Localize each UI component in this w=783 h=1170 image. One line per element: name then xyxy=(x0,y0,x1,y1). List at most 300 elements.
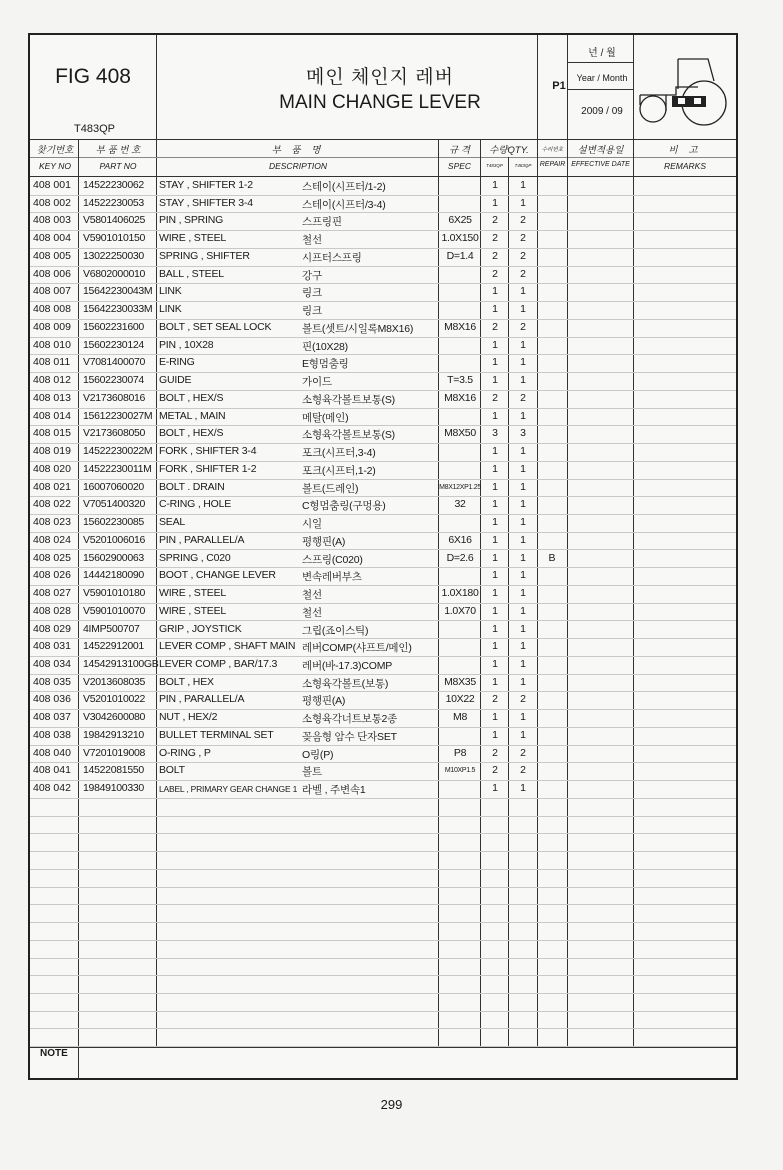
cell-q2: 2 xyxy=(520,746,526,759)
year-month-label: Year / Month xyxy=(576,73,628,83)
table-row xyxy=(30,461,736,480)
cell-ko: 볼트(셋트/시일록M8X16) xyxy=(302,322,414,335)
cell-spec: 6X25 xyxy=(448,214,472,227)
table-row xyxy=(30,940,736,959)
cell-key: 408 024 xyxy=(33,533,71,546)
cell-q1: 1 xyxy=(492,480,498,493)
tractor-icon xyxy=(638,49,730,129)
cell-q1: 1 xyxy=(492,498,498,511)
table-row xyxy=(30,550,736,569)
col-key-ko: 찾기번호 xyxy=(36,145,74,156)
cell-q1: 1 xyxy=(492,303,498,316)
cell-desc: BOLT . DRAIN xyxy=(159,480,225,493)
cell-key: 408 013 xyxy=(33,391,71,404)
cell-key: 408 009 xyxy=(33,320,71,333)
cell-q2: 1 xyxy=(520,533,526,546)
cell-part: 15602230124 xyxy=(83,338,144,351)
cell-key: 408 026 xyxy=(33,569,71,582)
cell-desc: BOOT , CHANGE LEVER xyxy=(159,569,276,582)
table-row xyxy=(30,709,736,728)
cell-q2: 1 xyxy=(520,622,526,635)
cell-ko: 링크 xyxy=(302,305,322,318)
cell-spec: M8X35 xyxy=(444,675,476,688)
cell-spec: D=1.4 xyxy=(446,249,474,262)
cell-part: 19849100330 xyxy=(83,782,144,795)
col-desc-ko: 부 품 명 xyxy=(271,145,325,156)
figure-number: FIG 408 xyxy=(55,65,131,88)
table-row xyxy=(30,833,736,852)
cell-part: 13022250030 xyxy=(83,249,144,262)
cell-part: 15642230033M xyxy=(83,303,153,316)
cell-part: V7051400320 xyxy=(83,498,146,511)
cell-key: 408 005 xyxy=(33,249,71,262)
cell-ko: 스테이(시프터/3-4) xyxy=(302,198,386,211)
cell-part: 15602231600 xyxy=(83,320,144,333)
col-qty-a: T483QP xyxy=(486,163,503,168)
cell-q1: 2 xyxy=(492,320,498,333)
divider xyxy=(30,157,736,158)
table-row xyxy=(30,674,736,693)
cell-desc: WIRE , STEEL xyxy=(159,604,227,617)
cell-key: 408 028 xyxy=(33,604,71,617)
table-row xyxy=(30,479,736,498)
col-date-ko: 설변적용일 xyxy=(577,145,624,156)
page-number: 299 xyxy=(380,1097,403,1112)
cell-q1: 1 xyxy=(492,356,498,369)
cell-ko: 포크(시프터,1-2) xyxy=(302,464,376,477)
cell-part: 4IMP500707 xyxy=(83,622,140,635)
page-code: P1 xyxy=(552,80,566,92)
cell-desc: STAY , SHIFTER 3-4 xyxy=(159,196,253,209)
cell-q2: 1 xyxy=(520,675,526,688)
cell-desc: NUT , HEX/2 xyxy=(159,711,218,724)
cell-q2: 1 xyxy=(520,462,526,475)
cell-part: 15642230043M xyxy=(83,285,153,298)
cell-spec: 1.0X70 xyxy=(444,604,476,617)
table-row xyxy=(30,212,736,231)
cell-ko: 포크(시프터,3-4) xyxy=(302,447,376,460)
cell-desc: LABEL , PRIMARY GEAR CHANGE 1 xyxy=(159,784,298,795)
table-row xyxy=(30,319,736,338)
cell-part: 14522230053 xyxy=(83,196,144,209)
cell-key: 408 004 xyxy=(33,232,71,245)
cell-ko: 스테이(시프터/1-2) xyxy=(302,181,386,193)
cell-q2: 1 xyxy=(520,374,526,387)
table-row xyxy=(30,869,736,888)
col-remarks-ko: 비 고 xyxy=(668,145,702,156)
cell-part: 15602230074 xyxy=(83,374,144,387)
cell-q1: 2 xyxy=(492,232,498,245)
cell-key: 408 029 xyxy=(33,622,71,635)
cell-desc: SPRING , C020 xyxy=(159,551,231,564)
cell-key: 408 022 xyxy=(33,498,71,511)
cell-ko: E형멈춤링 xyxy=(302,358,349,371)
cell-q2: 1 xyxy=(520,338,526,351)
table-row xyxy=(30,993,736,1012)
cell-ko: 스프링(C020) xyxy=(302,553,363,566)
table-row xyxy=(30,851,736,870)
cell-desc: PIN , SPRING xyxy=(159,214,224,227)
col-part-ko: 부 품 번 호 xyxy=(95,145,141,156)
cell-desc: GUIDE xyxy=(159,374,192,387)
cell-desc: LINK xyxy=(159,285,182,298)
cell-key: 408 025 xyxy=(33,551,71,564)
cell-desc: FORK , SHIFTER 3-4 xyxy=(159,445,257,458)
cell-spec: 1.0X150 xyxy=(441,232,479,245)
cell-q1: 1 xyxy=(492,640,498,653)
cell-q1: 2 xyxy=(492,391,498,404)
cell-desc: WIRE , STEEL xyxy=(159,587,227,600)
table-row xyxy=(30,514,736,533)
cell-desc: STAY , SHIFTER 1-2 xyxy=(159,179,253,191)
cell-part: 14442180090 xyxy=(83,569,144,582)
cell-q1: 1 xyxy=(492,516,498,529)
cell-spec: 10X22 xyxy=(445,693,475,706)
cell-part: 14522230022M xyxy=(83,445,153,458)
cell-desc: BOLT , SET SEAL LOCK xyxy=(159,320,272,333)
cell-q2: 1 xyxy=(520,551,526,564)
cell-key: 408 012 xyxy=(33,374,71,387)
cell-part: V2173608050 xyxy=(83,427,146,440)
cell-q2: 2 xyxy=(520,391,526,404)
divider xyxy=(30,139,736,140)
cell-part: 16007060020 xyxy=(83,480,144,493)
cell-desc: E-RING xyxy=(159,356,195,369)
cell-desc: BOLT , HEX/S xyxy=(159,391,224,404)
table-row xyxy=(30,816,736,835)
cell-q1: 2 xyxy=(492,764,498,777)
cell-q1: 1 xyxy=(492,711,498,724)
cell-part: V3042600080 xyxy=(83,711,146,724)
cell-ko: 변속레버부츠 xyxy=(302,571,362,584)
cell-q2: 1 xyxy=(520,480,526,493)
cell-ko: 소형육각볼트(보통) xyxy=(302,677,389,690)
cell-q2: 2 xyxy=(520,214,526,227)
cell-ko: 메탈(메인) xyxy=(302,411,349,424)
divider xyxy=(78,1047,79,1080)
table-row xyxy=(30,496,736,515)
cell-ko: 레버(바-17.3)COMP xyxy=(302,659,393,672)
table-row xyxy=(30,230,736,249)
cell-key: 408 023 xyxy=(33,516,71,529)
cell-part: V5901010150 xyxy=(83,232,146,245)
col-qty-ko: 수량QTY. xyxy=(489,145,529,156)
cell-q2: 1 xyxy=(520,498,526,511)
cell-ko: 철선 xyxy=(302,234,322,247)
table-row xyxy=(30,691,736,710)
col-qty-b: T483QP xyxy=(514,163,532,168)
cell-spec: M10XP1.5 xyxy=(444,767,476,775)
cell-q2: 2 xyxy=(520,693,526,706)
cell-q1: 1 xyxy=(492,622,498,635)
cell-q1: 2 xyxy=(492,746,498,759)
cell-spec: 6X16 xyxy=(448,533,472,546)
cell-key: 408 037 xyxy=(33,711,71,724)
col-date: EFFECTIVE DATE xyxy=(571,161,630,168)
cell-q2: 1 xyxy=(520,179,526,191)
title-korean: 메인 체인지 레버 xyxy=(305,67,455,88)
cell-part: 14522230062 xyxy=(83,179,144,191)
col-repair-ko: 수리번호 xyxy=(541,147,564,153)
cell-part: V5901010070 xyxy=(83,604,146,617)
cell-desc: BULLET TERMINAL SET xyxy=(159,728,274,741)
cell-ko: C형멈춤링(구멍용) xyxy=(302,500,386,513)
cell-q1: 1 xyxy=(492,285,498,298)
cell-q1: 1 xyxy=(492,604,498,617)
cell-part: V6802000010 xyxy=(83,267,146,280)
table-row xyxy=(30,425,736,444)
cell-spec: 32 xyxy=(454,498,466,511)
table-row xyxy=(30,443,736,462)
cell-key: 408 035 xyxy=(33,675,71,688)
cell-part: 19842913210 xyxy=(83,728,144,741)
table-row xyxy=(30,904,736,923)
cell-q1: 1 xyxy=(492,179,498,191)
cell-q1: 1 xyxy=(492,196,498,209)
cell-ko: 스프링핀 xyxy=(302,216,342,229)
cell-key: 408 019 xyxy=(33,445,71,458)
cell-desc: PIN , PARALLEL/A xyxy=(159,533,245,546)
cell-q2: 1 xyxy=(520,516,526,529)
col-spec: SPEC xyxy=(447,161,472,171)
cell-key: 408 036 xyxy=(33,693,71,706)
cell-ko: O링(P) xyxy=(302,748,334,761)
cell-key: 408 020 xyxy=(33,462,71,475)
table-row xyxy=(30,1029,736,1048)
cell-q1: 3 xyxy=(492,427,498,440)
cell-ko: 철선 xyxy=(302,589,322,602)
cell-q1: 1 xyxy=(492,569,498,582)
col-spec-ko: 규 격 xyxy=(449,145,470,156)
cell-ko: 볼트(드레인) xyxy=(302,482,359,495)
cell-desc: WIRE , STEEL xyxy=(159,232,227,245)
table-row xyxy=(30,390,736,409)
table-row xyxy=(30,372,736,391)
cell-desc: C-RING , HOLE xyxy=(159,498,232,511)
table-row xyxy=(30,762,736,781)
cell-key: 408 014 xyxy=(33,409,71,422)
cell-q2: 1 xyxy=(520,587,526,600)
cell-key: 408 027 xyxy=(33,587,71,600)
cell-desc: SEAL xyxy=(159,516,186,529)
cell-desc: METAL , MAIN xyxy=(159,409,226,422)
cell-q1: 1 xyxy=(492,728,498,741)
cell-q1: 2 xyxy=(492,693,498,706)
cell-part: V5901010180 xyxy=(83,587,146,600)
table-row xyxy=(30,922,736,941)
cell-ko: 그립(죠이스틱) xyxy=(302,624,369,637)
cell-key: 408 011 xyxy=(33,356,71,369)
table-row xyxy=(30,408,736,427)
table-row xyxy=(30,567,736,586)
cell-q1: 1 xyxy=(492,675,498,688)
cell-q1: 1 xyxy=(492,657,498,670)
table-row xyxy=(30,887,736,906)
cell-q2: 1 xyxy=(520,782,526,795)
table-row xyxy=(30,337,736,356)
cell-part: 14522081550 xyxy=(83,764,144,777)
cell-key: 408 002 xyxy=(33,196,71,209)
cell-spec: D=2.6 xyxy=(446,551,474,564)
cell-desc: PIN , 10X28 xyxy=(159,338,214,351)
cell-q2: 1 xyxy=(520,604,526,617)
cell-q1: 2 xyxy=(492,214,498,227)
cell-spec: T=3.5 xyxy=(447,374,473,387)
col-repair: REPAIR xyxy=(539,161,566,168)
cell-ko: 꽂음형 암수 단자SET xyxy=(302,730,397,743)
cell-q2: 2 xyxy=(520,267,526,280)
table-row xyxy=(30,656,736,675)
cell-desc: BOLT , HEX xyxy=(159,675,214,688)
cell-desc: BOLT , HEX/S xyxy=(159,427,224,440)
cell-q1: 1 xyxy=(492,374,498,387)
table-row xyxy=(30,585,736,604)
cell-part: 14542913100GB xyxy=(83,657,159,670)
cell-part: 15602900063 xyxy=(83,551,144,564)
cell-ko: 강구 xyxy=(302,269,322,282)
cell-key: 408 031 xyxy=(33,640,71,653)
cell-q1: 1 xyxy=(492,782,498,795)
col-part: PART NO xyxy=(99,161,137,171)
model-code: T483QP xyxy=(74,123,115,135)
cell-q2: 2 xyxy=(520,320,526,333)
cell-desc: GRIP , JOYSTICK xyxy=(159,622,242,635)
table-row xyxy=(30,780,736,799)
table-row xyxy=(30,727,736,746)
cell-part: V7081400070 xyxy=(83,356,146,369)
cell-ko: 핀(10X28) xyxy=(302,340,348,353)
cell-key: 408 006 xyxy=(33,267,71,280)
cell-desc: BALL , STEEL xyxy=(159,267,224,280)
cell-q1: 1 xyxy=(492,533,498,546)
table-row xyxy=(30,603,736,622)
cell-q2: 1 xyxy=(520,728,526,741)
col-key: KEY NO xyxy=(39,161,71,171)
cell-ko: 시프터스프링 xyxy=(302,251,362,264)
cell-desc: LEVER COMP , BAR/17.3 xyxy=(159,657,278,670)
cell-ko: 평행핀(A) xyxy=(302,695,346,708)
cell-part: 14522912001 xyxy=(83,640,144,653)
cell-part: V2173608016 xyxy=(83,391,146,404)
cell-desc: SPRING , SHIFTER xyxy=(159,249,250,262)
cell-key: 408 034 xyxy=(33,657,71,670)
cell-key: 408 003 xyxy=(33,214,71,227)
cell-ko: 철선 xyxy=(302,606,322,619)
year-month-label-ko: 년 / 월 xyxy=(588,48,616,59)
table-row xyxy=(30,266,736,285)
cell-part: 15602230085 xyxy=(83,516,144,529)
table-row xyxy=(30,638,736,657)
cell-desc: PIN , PARALLEL/A xyxy=(159,693,245,706)
cell-key: 408 007 xyxy=(33,285,71,298)
table-row xyxy=(30,958,736,977)
cell-q1: 1 xyxy=(492,462,498,475)
cell-part: V2013608035 xyxy=(83,675,146,688)
cell-ko: 링크 xyxy=(302,287,322,300)
cell-q1: 1 xyxy=(492,445,498,458)
cell-desc: LEVER COMP , SHAFT MAIN xyxy=(159,640,296,653)
cell-key: 408 008 xyxy=(33,303,71,316)
cell-key: 408 010 xyxy=(33,338,71,351)
cell-q2: 1 xyxy=(520,711,526,724)
cell-part: V5201010022 xyxy=(83,693,146,706)
cell-ko: 소형육각볼트보통(S) xyxy=(302,429,395,442)
cell-q2: 1 xyxy=(520,303,526,316)
cell-part: V7201019008 xyxy=(83,746,146,759)
cell-key: 408 001 xyxy=(33,179,71,191)
cell-key: 408 021 xyxy=(33,480,71,493)
table-row xyxy=(30,195,736,214)
table-row xyxy=(30,354,736,373)
cell-q2: 1 xyxy=(520,285,526,298)
cell-spec: M8X16 xyxy=(444,320,476,333)
cell-key: 408 040 xyxy=(33,746,71,759)
table-row xyxy=(30,1011,736,1030)
cell-part: 14522230011M xyxy=(83,462,152,475)
cell-ko: 레버COMP(샤프트/메인) xyxy=(302,642,412,655)
table-row xyxy=(30,248,736,267)
cell-spec: P8 xyxy=(453,746,467,759)
cell-desc: LINK xyxy=(159,303,182,316)
note-label: NOTE xyxy=(40,1048,68,1059)
cell-ko: 시일 xyxy=(302,518,322,531)
cell-key: 408 038 xyxy=(33,728,71,741)
cell-q1: 2 xyxy=(492,267,498,280)
cell-spec: M8X16 xyxy=(444,391,476,404)
cell-desc: BOLT xyxy=(159,764,185,777)
table-row xyxy=(30,301,736,320)
cell-ko: 평행핀(A) xyxy=(302,535,346,548)
table-row xyxy=(30,745,736,764)
cell-desc: FORK , SHIFTER 1-2 xyxy=(159,462,257,475)
table-row xyxy=(30,532,736,551)
cell-spec: M8X50 xyxy=(444,427,476,440)
cell-ko: 소형육각볼트보통(S) xyxy=(302,393,395,406)
cell-spec: M8 xyxy=(453,711,467,724)
cell-ko: 라벨 , 주변속1 xyxy=(302,784,366,797)
cell-part: V5801406025 xyxy=(83,214,146,227)
cell-part: V5201006016 xyxy=(83,533,146,546)
cell-q1: 1 xyxy=(492,587,498,600)
cell-q1: 1 xyxy=(492,409,498,422)
cell-part: 15612230027M xyxy=(83,409,153,422)
cell-ko: 가이드 xyxy=(302,376,332,389)
cell-q2: 2 xyxy=(520,232,526,245)
table-row xyxy=(30,621,736,640)
cell-spec: 1.0X180 xyxy=(441,587,479,600)
cell-q2: 1 xyxy=(520,569,526,582)
parts-sheet xyxy=(28,33,738,1080)
cell-q2: 1 xyxy=(520,445,526,458)
cell-q2: 3 xyxy=(520,427,526,440)
cell-desc: O-RING , P xyxy=(159,746,211,759)
cell-q2: 1 xyxy=(520,196,526,209)
cell-q2: 2 xyxy=(520,764,526,777)
cell-q2: 1 xyxy=(520,640,526,653)
cell-spec: M8X12XP1.25 xyxy=(439,483,481,491)
table-row xyxy=(30,975,736,994)
cell-q2: 1 xyxy=(520,657,526,670)
divider xyxy=(567,62,633,63)
cell-key: 408 015 xyxy=(33,427,71,440)
title-english: MAIN CHANGE LEVER xyxy=(279,92,481,113)
col-desc: DESCRIPTION xyxy=(268,161,328,171)
cell-ko: 소형육각너트보통2종 xyxy=(302,713,398,726)
col-remarks: REMARKS xyxy=(663,161,707,171)
cell-key: 408 041 xyxy=(33,764,71,777)
table-row xyxy=(30,798,736,817)
cell-repair: B xyxy=(548,551,556,564)
